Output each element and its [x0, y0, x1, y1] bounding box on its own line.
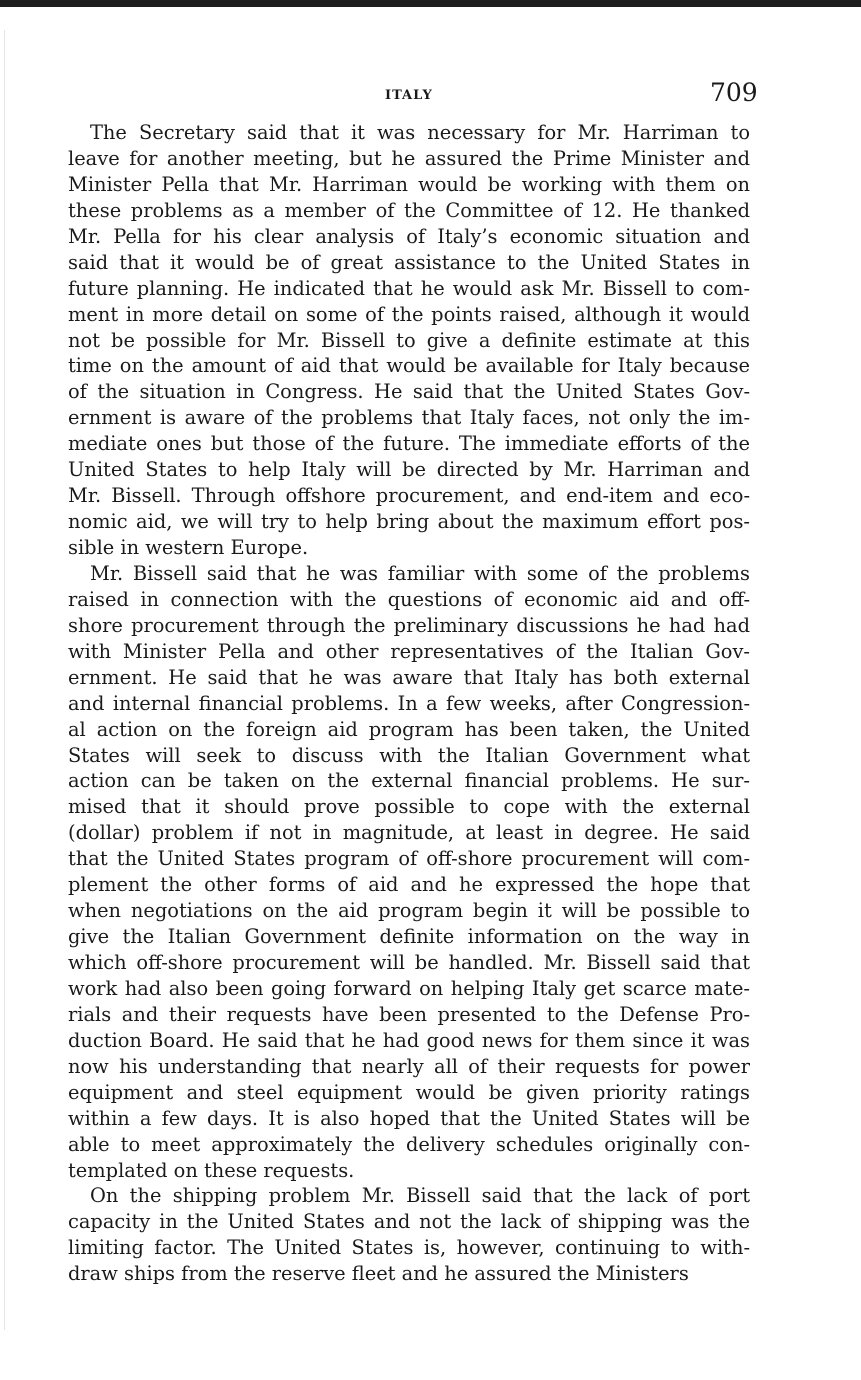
- text-line: able to meet approximately the delivery schedules originally con-: [68, 1132, 750, 1156]
- text-line: States will seek to discuss with the Italian Government what: [68, 743, 750, 767]
- text-line: work had also been going forward on helping Italy get scarce mate-: [68, 976, 750, 1000]
- running-title: ITALY: [385, 88, 433, 103]
- text-line: leave for another meeting, but he assured the Prime Minister and: [68, 146, 750, 170]
- text-line: (dollar) problem if not in magnitude, at least in degree. He said: [68, 821, 750, 845]
- text-line: of the situation in Congress. He said that the United States Gov-: [68, 380, 750, 404]
- text-line: Mr. Pella for his clear analysis of Italy’s economic situation and: [68, 224, 750, 248]
- text-line: sible in western Europe.: [68, 536, 309, 559]
- text-line: that the United States program of off-shore procurement will com-: [68, 847, 750, 871]
- text-line: duction Board. He said that he had good news for them since it was: [68, 1028, 750, 1052]
- text-line: On the shipping problem Mr. Bissell said that the lack of port: [90, 1184, 750, 1208]
- text-line: United States to help Italy will be directed by Mr. Harriman and: [68, 458, 750, 482]
- text-line: with Minister Pella and other representatives of the Italian Gov-: [68, 639, 750, 663]
- text-line: draw ships from the reserve fleet and he assured the Ministers: [68, 1262, 689, 1286]
- text-line: plement the other forms of aid and he expressed the hope that: [68, 873, 750, 897]
- text-line: and internal financial problems. In a few weeks, after Congression-: [68, 691, 750, 715]
- paragraph: [68, 1183, 750, 1287]
- text-line: nomic aid, we will try to help bring about the maximum effort pos-: [68, 510, 750, 534]
- text-line: future planning. He indicated that he would ask Mr. Bissell to com-: [68, 276, 750, 300]
- text-line: ernment. He said that he was aware that Italy has both external: [68, 665, 750, 689]
- page-edge-shadow: [4, 30, 5, 1330]
- text-line: shore procurement through the preliminary discussions he had had: [68, 613, 750, 637]
- text-line: ernment is aware of the problems that Italy faces, not only the im-: [68, 406, 750, 430]
- text-line: ment in more detail on some of the points raised, although it would: [68, 302, 750, 326]
- text-line: not be possible for Mr. Bissell to give a definite estimate at this: [68, 328, 750, 352]
- text-line: action can be taken on the external financial problems. He sur-: [68, 769, 750, 793]
- paragraph: [68, 561, 750, 1184]
- text-line: al action on the foreign aid program has been taken, the United: [68, 717, 750, 741]
- text-line: Mr. Bissell said that he was familiar with some of the problems: [90, 561, 750, 585]
- document-body: [68, 120, 750, 1287]
- text-line: which off-shore procurement will be handled. Mr. Bissell said that: [68, 951, 750, 974]
- text-line: equipment and steel equipment would be given priority ratings: [68, 1080, 750, 1104]
- text-line: said that it would be of great assistance to the United States in: [68, 250, 750, 274]
- text-line: mediate ones but those of the future. The immediate efforts of the: [68, 432, 750, 456]
- running-header: [0, 78, 861, 108]
- text-line: these problems as a member of the Committee of 12. He thanked: [68, 198, 750, 222]
- page-number: 709: [710, 78, 758, 107]
- text-line: time on the amount of aid that would be available for Italy because: [68, 354, 750, 378]
- top-border-rule: [0, 0, 861, 7]
- text-line: raised in connection with the questions of economic aid and off-: [68, 587, 750, 611]
- text-line: give the Italian Government definite information on the way in: [68, 925, 750, 949]
- text-line: within a few days. It is also hoped that the United States will be: [68, 1106, 750, 1130]
- text-line: rials and their requests have been presented to the Defense Pro-: [68, 1002, 750, 1026]
- text-line: templated on these requests.: [68, 1158, 355, 1182]
- text-line: limiting factor. The United States is, however, continuing to with-: [68, 1236, 750, 1260]
- paragraph: [68, 120, 750, 561]
- text-line: now his understanding that nearly all of their requests for power: [68, 1054, 750, 1078]
- text-line: capacity in the United States and not the lack of shipping was the: [68, 1210, 750, 1234]
- text-line: Mr. Bissell. Through offshore procurement, and end-item and eco-: [68, 484, 750, 508]
- text-line: Minister Pella that Mr. Harriman would be working with them on: [68, 172, 750, 196]
- text-line: The Secretary said that it was necessary for Mr. Harriman to: [90, 121, 750, 144]
- text-line: when negotiations on the aid program begin it will be possible to: [68, 899, 750, 923]
- text-line: mised that it should prove possible to cope with the external: [68, 795, 750, 819]
